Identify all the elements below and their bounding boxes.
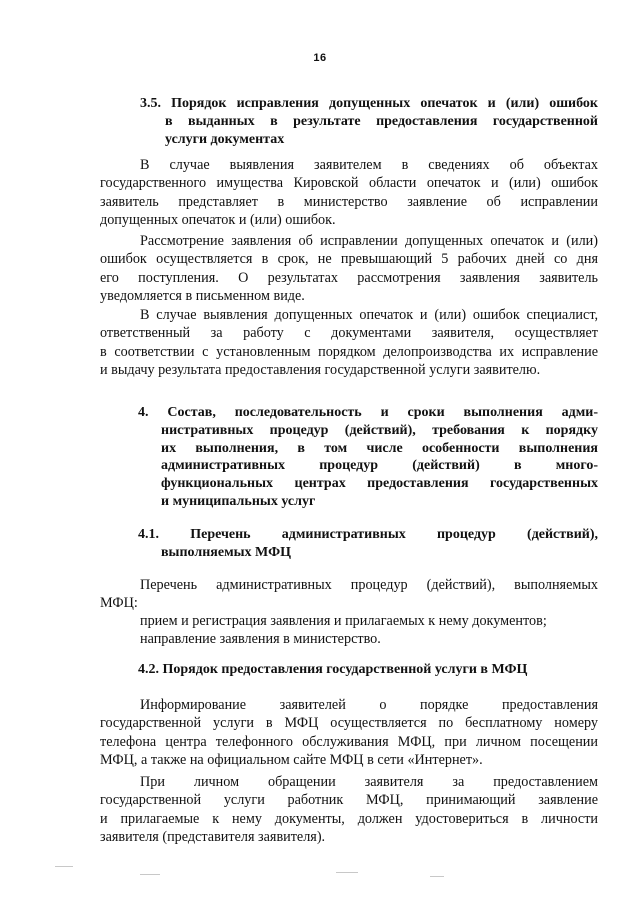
heading-line: 4.2. Порядок предоставления государственной услуги в МФЦ — [138, 662, 528, 677]
text-line: МФЦ, а также на официальном сайте МФЦ в сети «Интернет». — [100, 752, 483, 769]
scan-artifact — [55, 866, 73, 867]
list-item: направление заявления в министерство. — [140, 631, 381, 648]
heading-line: их выполнения, в том числе особенности выполнения — [161, 440, 598, 456]
text-line: государственной услуги работник МФЦ, принимающий заявление — [100, 792, 598, 809]
text-line: ответственный за работу с документами заявителя, осуществляет — [100, 325, 598, 342]
heading-line: административных процедур (действий) в много- — [161, 458, 598, 474]
heading-line: нистративных процедур (действий), требования к порядку — [161, 422, 598, 438]
text-line: заявитель представляет в министерство заявление об исправлении — [100, 193, 598, 210]
text-line: В случае выявления допущенных опечаток и (или) ошибок специалист, — [140, 307, 598, 323]
text-line: государственной услуги в МФЦ осуществляется по бесплатному номеру — [100, 715, 598, 732]
scan-artifact — [336, 872, 358, 873]
section-4-heading — [138, 404, 598, 511]
text-line: Перечень административных процедур (действий), выполняемых — [140, 577, 598, 593]
text-line: в соответствии с установленным порядком делопроизводства их исправление — [100, 343, 598, 360]
section-3-5-paragraph-3 — [100, 306, 598, 380]
text-line: Информирование заявителей о порядке предоставления — [140, 697, 598, 713]
text-line: его поступления. О результатах рассмотрения заявления заявитель — [100, 269, 598, 286]
section-4-2-paragraph-2 — [100, 773, 598, 847]
text-line: допущенных опечаток и (или) ошибок. — [100, 212, 336, 229]
list-item: прием и регистрация заявления и прилагаемых к нему документов; — [140, 613, 547, 629]
section-3-5-paragraph-2 — [100, 232, 598, 306]
heading-line: выполняемых МФЦ — [161, 544, 291, 560]
text-line: телефона центра телефонного обслуживания МФЦ, при личном посещении — [100, 733, 598, 750]
scan-artifact — [140, 874, 160, 875]
heading-line: 3.5. Порядок исправления допущенных опечаток и (или) ошибок — [140, 96, 598, 111]
text-line: уведомляется в письменном виде. — [100, 288, 305, 305]
section-4-1-intro — [100, 576, 598, 613]
section-4-1-heading — [138, 526, 598, 562]
heading-line: функциональных центрах предоставления государственных — [161, 476, 598, 492]
text-line: и прилагаемые к нему документы, должен удостовериться в личности — [100, 810, 598, 827]
section-3-5-heading — [140, 95, 598, 148]
text-line: Рассмотрение заявления об исправлении допущенных опечаток и (или) — [140, 233, 598, 249]
heading-line: 4. Состав, последовательность и сроки выполнения адми- — [138, 405, 598, 420]
text-line: При личном обращении заявителя за предоставлением — [140, 774, 598, 790]
scan-artifact — [430, 876, 444, 877]
section-4-2-heading — [138, 661, 598, 679]
page-number: 16 — [313, 52, 327, 64]
section-4-2-paragraph-1 — [100, 696, 598, 770]
section-3-5-paragraph-1 — [100, 156, 598, 230]
heading-line: услуги документах — [165, 131, 285, 147]
text-line: ошибок осуществляется в срок, не превышающий 5 рабочих дней со дня — [100, 251, 598, 268]
heading-line: 4.1. Перечень административных процедур (действий), — [138, 527, 598, 542]
heading-line: в выданных в результате предоставления государственной — [165, 113, 598, 129]
text-line: В случае выявления заявителем в сведениях об объектах — [140, 157, 598, 173]
section-4-1-list — [140, 612, 598, 649]
text-line: заявителя (представителя заявителя). — [100, 829, 326, 846]
text-line: МФЦ: — [100, 595, 138, 612]
text-line: государственного имущества Кировской области опечаток и (или) ошибок — [100, 175, 598, 192]
text-line: и выдачу результата предоставления государственной услуги заявителю. — [100, 362, 541, 379]
heading-line: и муниципальных услуг — [161, 493, 316, 509]
